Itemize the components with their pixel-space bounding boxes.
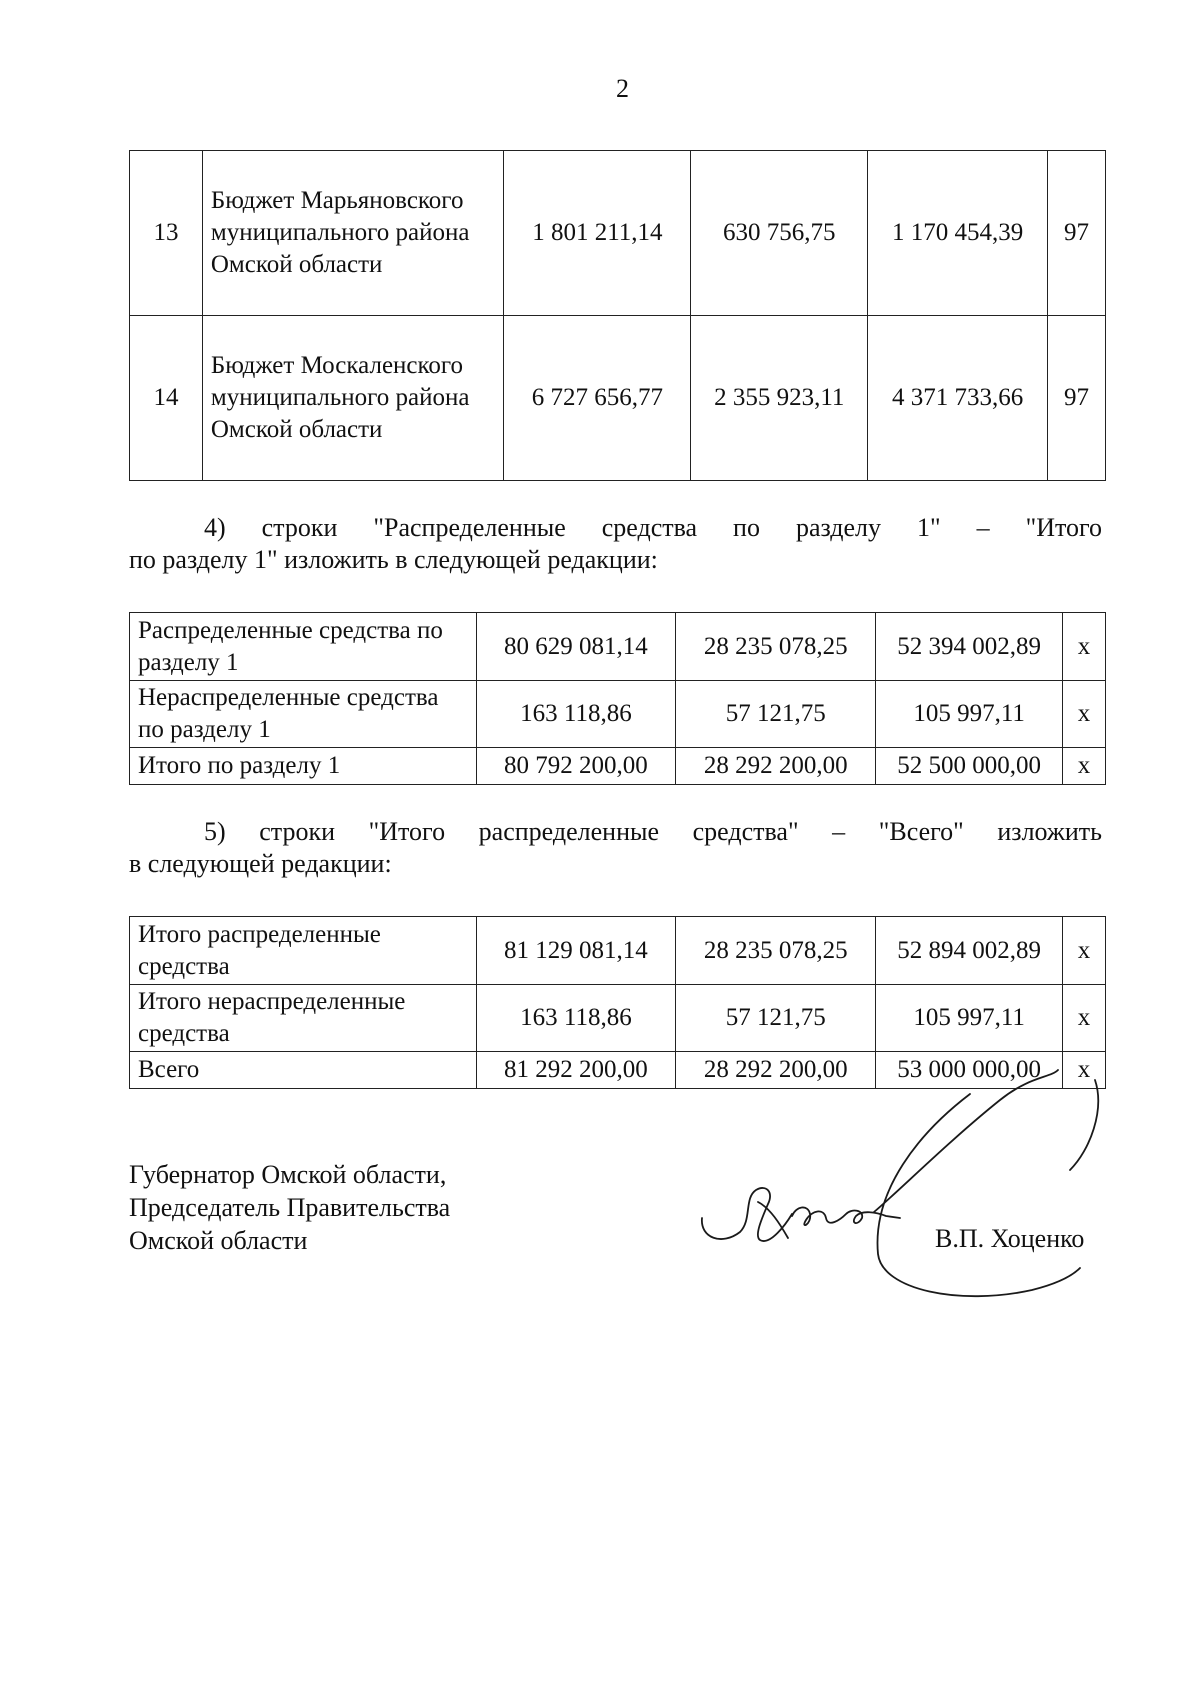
budget-name: Бюджет Марьяновского муниципального района Омской области bbox=[202, 151, 504, 316]
x-mark: x bbox=[1063, 681, 1106, 748]
amount-part-2: 105 997,11 bbox=[876, 985, 1063, 1052]
paragraph-5-line-1: 5) строки "Итого распределенные средства" – "Всего" изложить bbox=[204, 817, 1102, 846]
table-row bbox=[130, 613, 1106, 681]
handwritten-signature-icon bbox=[700, 1040, 1120, 1310]
table-row bbox=[130, 316, 1106, 481]
amount-part-2: 1 170 454,39 bbox=[868, 151, 1048, 316]
amount-part-1: 2 355 923,11 bbox=[691, 316, 868, 481]
amount-total: 80 629 081,14 bbox=[476, 613, 676, 681]
row-label: Распределенные средства по разделу 1 bbox=[130, 613, 477, 681]
x-mark: x bbox=[1063, 748, 1106, 785]
amount-total: 80 792 200,00 bbox=[476, 748, 676, 785]
amount-part-1: 28 292 200,00 bbox=[676, 748, 876, 785]
amount-part-2: 52 500 000,00 bbox=[876, 748, 1063, 785]
x-mark: x bbox=[1063, 1052, 1106, 1089]
signatory-title-line-3: Омской области bbox=[129, 1226, 308, 1255]
amount-total: 81 292 200,00 bbox=[476, 1052, 676, 1089]
regions-table bbox=[129, 150, 1106, 481]
amount-part-2: 52 394 002,89 bbox=[876, 613, 1063, 681]
amount-total: 163 118,86 bbox=[476, 681, 676, 748]
paragraph-5 bbox=[129, 816, 1102, 880]
row-label: Итого нераспределенные средства bbox=[130, 985, 477, 1052]
amount-part-1: 28 292 200,00 bbox=[676, 1052, 876, 1089]
row-label: Итого по разделу 1 bbox=[130, 748, 477, 785]
amount-part-1: 28 235 078,25 bbox=[676, 917, 876, 985]
amount-part-1: 57 121,75 bbox=[676, 681, 876, 748]
budget-name: Бюджет Москаленского муниципального района Омской области bbox=[202, 316, 504, 481]
amount-part-1: 57 121,75 bbox=[676, 985, 876, 1052]
row-number: 14 bbox=[130, 316, 203, 481]
signatory-title-line-1: Губернатор Омской области, bbox=[129, 1160, 447, 1189]
table-row bbox=[130, 748, 1106, 785]
x-mark: x bbox=[1063, 917, 1106, 985]
amount-part-2: 53 000 000,00 bbox=[876, 1052, 1063, 1089]
table-row bbox=[130, 151, 1106, 316]
section-1-table bbox=[129, 612, 1106, 785]
last-column-value: 97 bbox=[1048, 151, 1106, 316]
last-column-value: 97 bbox=[1048, 316, 1106, 481]
x-mark: x bbox=[1063, 985, 1106, 1052]
table-row bbox=[130, 917, 1106, 985]
amount-total: 1 801 211,14 bbox=[504, 151, 691, 316]
amount-total: 163 118,86 bbox=[476, 985, 676, 1052]
amount-part-1: 28 235 078,25 bbox=[676, 613, 876, 681]
paragraph-4 bbox=[129, 512, 1102, 576]
paragraph-4-line-1: 4) строки "Распределенные средства по разделу 1" – "Итого bbox=[204, 513, 1102, 542]
amount-total: 6 727 656,77 bbox=[504, 316, 691, 481]
x-mark: x bbox=[1063, 613, 1106, 681]
amount-total: 81 129 081,14 bbox=[476, 917, 676, 985]
amount-part-1: 630 756,75 bbox=[691, 151, 868, 316]
signer-name: В.П. Хоценко bbox=[935, 1224, 1085, 1253]
page-number: 2 bbox=[616, 74, 629, 103]
paragraph-5-line-2: в следующей редакции: bbox=[129, 849, 392, 878]
signatory-title-line-2: Председатель Правительства bbox=[129, 1193, 451, 1222]
row-label: Всего bbox=[130, 1052, 477, 1089]
amount-part-2: 4 371 733,66 bbox=[868, 316, 1048, 481]
table-row bbox=[130, 681, 1106, 748]
row-label: Итого распределенные средства bbox=[130, 917, 477, 985]
row-number: 13 bbox=[130, 151, 203, 316]
paragraph-4-line-2: по разделу 1" изложить в следующей редакции: bbox=[129, 545, 658, 574]
amount-part-2: 52 894 002,89 bbox=[876, 917, 1063, 985]
row-label: Нераспределенные средства по разделу 1 bbox=[130, 681, 477, 748]
amount-part-2: 105 997,11 bbox=[876, 681, 1063, 748]
signature-block bbox=[129, 1158, 450, 1257]
